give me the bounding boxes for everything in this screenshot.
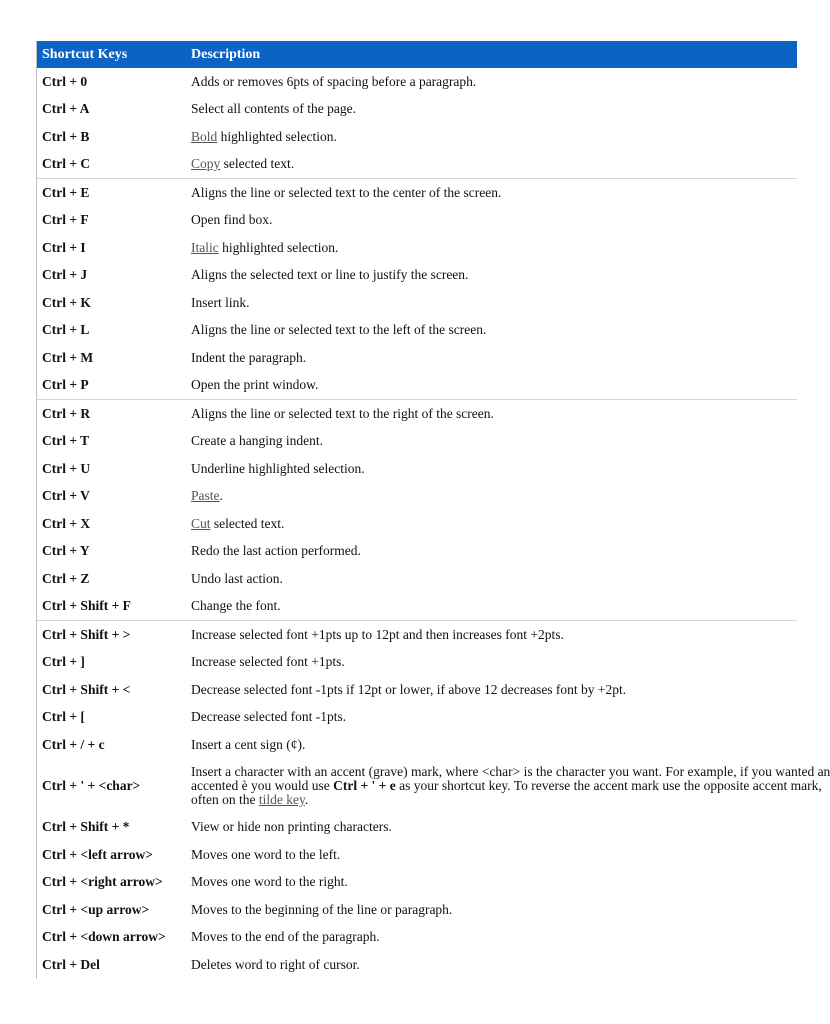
shortcut-key-cell: Ctrl + Del [42, 956, 100, 972]
description-cell [185, 759, 830, 814]
description-cell: Increase selected font +1pts. [191, 654, 345, 670]
shortcut-key-cell: Ctrl + J [42, 267, 88, 283]
description-cell: Moves one word to the left. [191, 846, 341, 862]
table-row [37, 924, 797, 952]
shortcut-key-cell: Ctrl + / + c [42, 736, 105, 752]
table-row [37, 621, 797, 649]
tilde-key-link[interactable]: tilde key [258, 792, 305, 807]
table-row [37, 317, 797, 345]
table-row [37, 455, 797, 483]
description-cell: Aligns the line or selected text to the center of the screen. [185, 179, 797, 207]
table-row [37, 731, 797, 759]
table-row [37, 869, 797, 897]
description-cell: Deletes word to right of cursor. [191, 956, 360, 972]
shortcut-key-cell: Ctrl + <up arrow> [42, 901, 150, 917]
shortcut-key-cell: Ctrl + F [42, 212, 89, 228]
shortcut-key-cell: Ctrl + Shift + < [42, 681, 131, 697]
shortcut-table-container [36, 41, 830, 979]
shortcut-key-cell: Ctrl + K [42, 294, 91, 310]
copy-link[interactable]: Copy [191, 156, 221, 172]
description-cell: Cut selected text. [191, 515, 285, 531]
description-cell: Moves to the end of the paragraph. [191, 929, 380, 945]
header-shortcut-keys: Shortcut Keys [37, 41, 185, 68]
table-row [37, 428, 797, 456]
table-row [37, 289, 797, 317]
table-row [37, 759, 797, 814]
table-row [37, 565, 797, 593]
description-cell: Decrease selected font -1pts if 12pt or lower, if above 12 decreases font by +2pt. [191, 681, 627, 697]
description-cell: Create a hanging indent. [191, 433, 323, 449]
description-line: often on the tilde key. [191, 792, 309, 807]
table-header [37, 41, 797, 68]
shortcut-key-cell: Ctrl + T [42, 433, 90, 449]
shortcut-key-cell: Ctrl + 0 [42, 73, 88, 89]
description-cell: Indent the paragraph. [191, 349, 307, 365]
table-row [37, 68, 797, 96]
shortcut-key-cell: Ctrl + <left arrow> [42, 846, 153, 862]
shortcut-key-cell: Ctrl + Y [42, 543, 90, 559]
shortcut-key-cell: Ctrl + B [42, 128, 90, 144]
inline-shortcut: Ctrl + ' + e [333, 778, 396, 793]
description-cell: View or hide non printing characters. [191, 819, 392, 835]
shortcut-key-cell: Ctrl + A [42, 101, 90, 117]
table-row [37, 234, 797, 262]
table-row [37, 483, 797, 511]
table-row [37, 400, 797, 428]
shortcut-key-cell: Ctrl + U [42, 460, 91, 476]
shortcut-key-cell: Ctrl + L [42, 322, 90, 338]
table-row [37, 344, 797, 372]
description-cell: Open the print window. [191, 377, 319, 393]
description-cell: Open find box. [191, 212, 273, 228]
paste-link[interactable]: Paste [191, 488, 220, 504]
shortcut-key-cell: Ctrl + <down arrow> [42, 929, 166, 945]
table-row [37, 96, 797, 124]
description-cell: Moves one word to the right. [191, 874, 348, 890]
table-row [37, 510, 797, 538]
shortcut-key-cell: Ctrl + X [42, 515, 91, 531]
cut-link[interactable]: Cut [191, 515, 211, 531]
table-row [37, 649, 797, 677]
table-row [37, 151, 797, 179]
header-row [37, 41, 797, 68]
table-row [37, 896, 797, 924]
shortcut-key-cell: Ctrl + Shift + > [37, 621, 185, 649]
shortcut-key-cell: Ctrl + ] [42, 654, 85, 670]
description-cell: Undo last action. [191, 570, 283, 586]
description-cell: Paste. [191, 488, 223, 504]
description-line: accented è you would use Ctrl + ' + e as your shortcut key. To reverse the accent mark use the opposite accent mark, [191, 778, 822, 793]
table-row [37, 262, 797, 290]
table-row [37, 207, 797, 235]
table-row [37, 538, 797, 566]
description-cell: Decrease selected font -1pts. [191, 709, 347, 725]
shortcut-key-cell: Ctrl + V [42, 488, 90, 504]
header-description: Description [185, 41, 797, 68]
table-row [37, 676, 797, 704]
shortcut-key-cell: Ctrl + Shift + F [42, 598, 131, 614]
description-cell: Bold highlighted selection. [191, 128, 337, 144]
shortcut-key-cell: Ctrl + R [37, 400, 185, 428]
description-line: Insert a character with an accent (grave) mark, where <char> is the character you want. For example, if you wanted an [191, 764, 830, 779]
description-cell: Moves to the beginning of the line or paragraph. [191, 901, 453, 917]
shortcut-key-cell: Ctrl + Shift + * [42, 819, 130, 835]
description-cell: Aligns the line or selected text to the right of the screen. [185, 400, 797, 428]
description-cell: Increase selected font +1pts up to 12pt and then increases font +2pts. [185, 621, 797, 649]
shortcut-key-cell: Ctrl + [ [42, 709, 85, 725]
italic-link[interactable]: Italic [191, 239, 219, 255]
table-row [37, 951, 797, 979]
shortcut-key-cell: Ctrl + E [37, 179, 185, 207]
shortcut-key-cell: Ctrl + C [42, 156, 91, 172]
description-cell: Underline highlighted selection. [191, 460, 365, 476]
description-cell: Adds or removes 6pts of spacing before a paragraph. [191, 73, 477, 89]
shortcut-key-cell: Ctrl + <right arrow> [42, 874, 163, 890]
description-cell: Aligns the selected text or line to justify the screen. [191, 267, 469, 283]
table-row [37, 704, 797, 732]
shortcut-key-cell: Ctrl + Z [42, 570, 90, 586]
description-cell: Select all contents of the page. [191, 101, 356, 117]
shortcut-key-cell: Ctrl + P [42, 377, 89, 393]
table-row [37, 123, 797, 151]
shortcut-key-cell: Ctrl + I [42, 239, 86, 255]
shortcut-keys-table [37, 41, 830, 979]
description-cell: Change the font. [191, 598, 281, 614]
description-cell: Italic highlighted selection. [191, 239, 339, 255]
description-cell: Insert a cent sign (¢). [191, 736, 306, 752]
table-row [37, 179, 797, 207]
description-cell: Copy selected text. [191, 156, 295, 172]
description-cell: Insert link. [191, 294, 250, 310]
table-row [37, 593, 797, 621]
shortcut-key-cell: Ctrl + M [42, 349, 94, 365]
table-row [37, 814, 797, 842]
table-row [37, 841, 797, 869]
table-row [37, 372, 797, 400]
description-cell: Aligns the line or selected text to the left of the screen. [191, 322, 487, 338]
table-body [37, 68, 830, 979]
shortcut-key-cell: Ctrl + ' + <char> [42, 778, 141, 793]
description-cell: Redo the last action performed. [191, 543, 361, 559]
bold-link[interactable]: Bold [191, 128, 218, 144]
